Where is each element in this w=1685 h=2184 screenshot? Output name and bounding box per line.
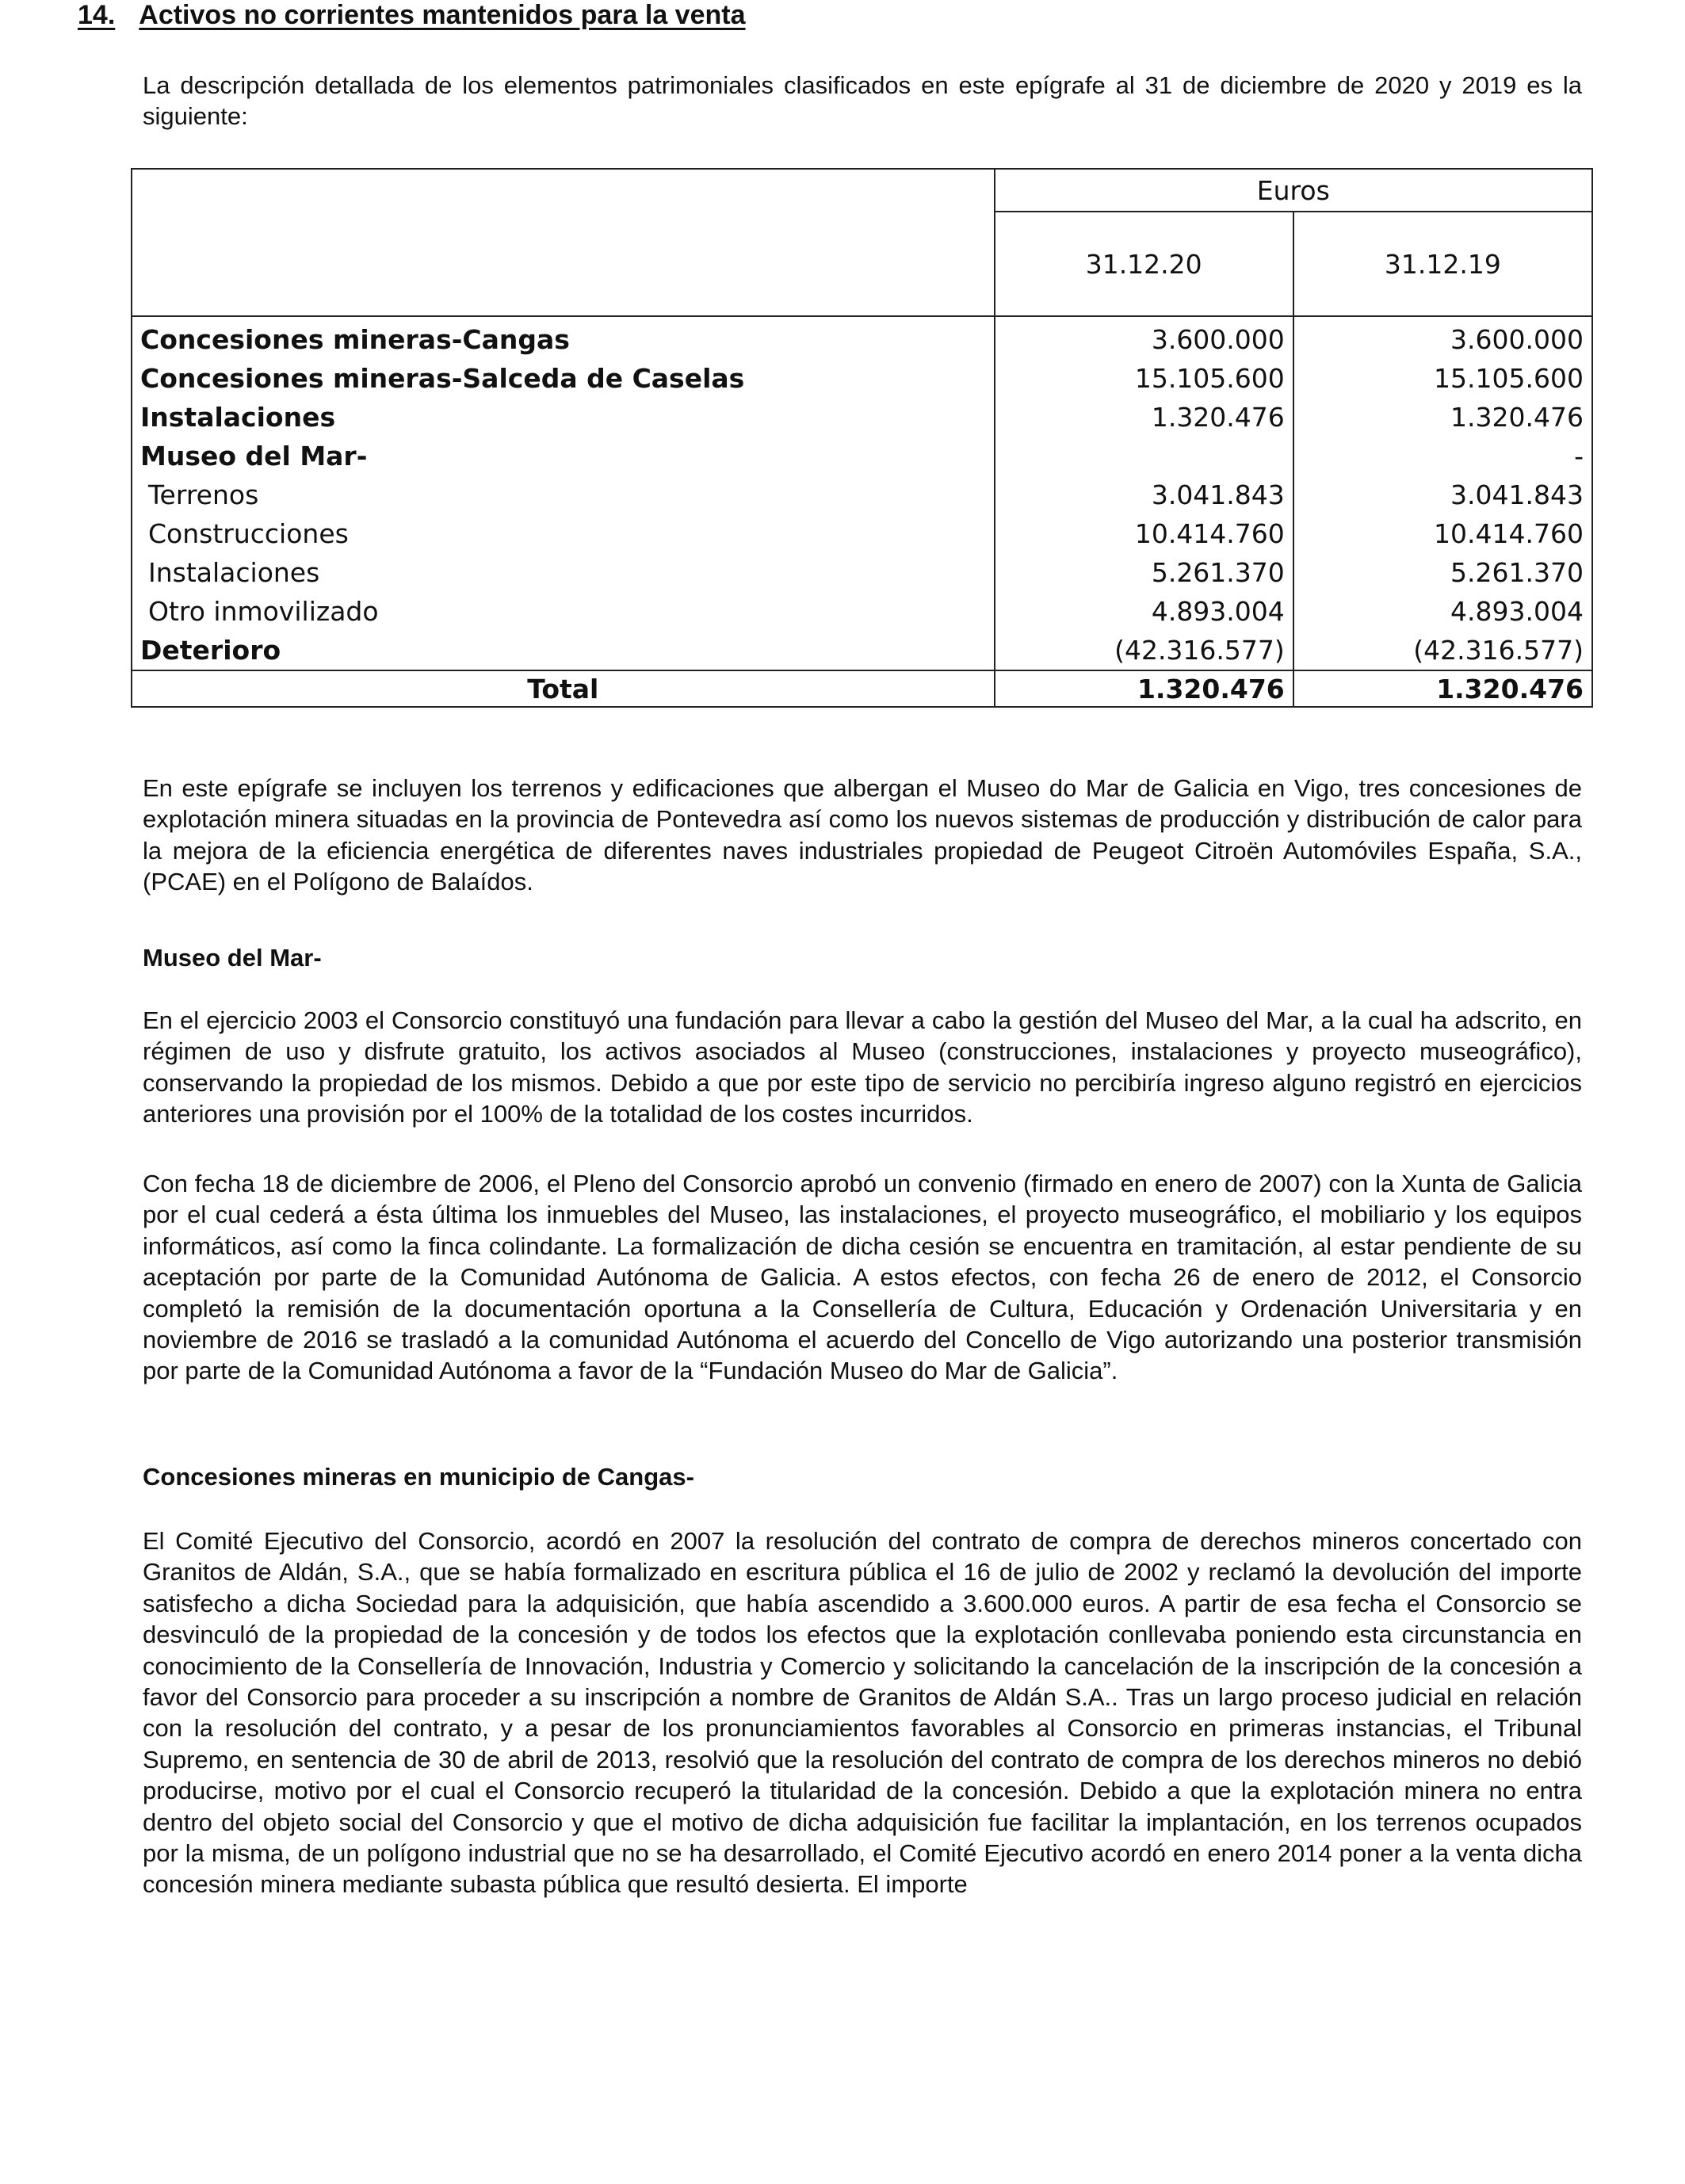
section-number: 14.: [78, 0, 116, 30]
row-value-2020: 5.261.370: [995, 553, 1293, 592]
row-value-2019: 5.261.370: [1293, 553, 1592, 592]
table-row: [132, 631, 1592, 670]
table-row: [132, 553, 1592, 592]
row-value-2019: -: [1293, 437, 1592, 475]
row-value-2020: (42.316.577): [995, 631, 1293, 670]
row-value-2020: [995, 437, 1293, 475]
total-value-2019: 1.320.476: [1293, 670, 1592, 707]
paragraph-museo-foundation: En el ejercicio 2003 el Consorcio constituyó una fundación para llevar a cabo la gestión del Museo del Mar, a la cual ha adscrito, en régimen de uso y disfrute gratuito, los activos asociados al Museo (construcciones, instalaciones y proyecto museográfico), conservando la propiedad de los mismos. Debido a que por este tipo de servicio no percibiría ingreso alguno registró en ejercicios anteriores una provisión por el 100% de la totalidad de los costes incurridos.: [143, 1006, 1582, 1128]
section-heading: [78, 0, 746, 31]
row-label: Construcciones: [132, 514, 995, 553]
row-value-2019: 3.600.000: [1293, 316, 1592, 359]
row-label: Concesiones mineras-Cangas: [132, 316, 995, 359]
table-row: [132, 398, 1592, 437]
row-label: Concesiones mineras-Salceda de Caselas: [132, 359, 995, 398]
row-value-2020: 10.414.760: [995, 514, 1293, 553]
section-title: Activos no corrientes mantenidos para la venta: [139, 0, 746, 30]
table-row: [132, 359, 1592, 398]
row-label: Museo del Mar-: [132, 437, 995, 475]
total-row: [132, 670, 1592, 707]
row-value-2020: 15.105.600: [995, 359, 1293, 398]
subheading-museo: Museo del Mar-: [143, 944, 322, 972]
row-value-2019: 3.041.843: [1293, 475, 1592, 514]
currency-header: Euros: [995, 169, 1592, 212]
table-row: [132, 437, 1592, 475]
column-header-2019: 31.12.19: [1293, 212, 1592, 316]
table-header-blank: [132, 169, 995, 316]
row-value-2019: 15.105.600: [1293, 359, 1592, 398]
table-row: [132, 592, 1592, 631]
row-value-2019: (42.316.577): [1293, 631, 1592, 670]
table-row: [132, 475, 1592, 514]
total-value-2020: 1.320.476: [995, 670, 1293, 707]
row-label: Instalaciones: [132, 398, 995, 437]
row-value-2019: 4.893.004: [1293, 592, 1592, 631]
row-value-2019: 10.414.760: [1293, 514, 1592, 553]
row-value-2020: 3.600.000: [995, 316, 1293, 359]
assets-table: [131, 168, 1593, 708]
row-value-2019: 1.320.476: [1293, 398, 1592, 437]
table-row: [132, 514, 1592, 553]
row-label: Deterioro: [132, 631, 995, 670]
row-label: Otro inmovilizado: [132, 592, 995, 631]
row-value-2020: 4.893.004: [995, 592, 1293, 631]
paragraph-cangas: El Comité Ejecutivo del Consorcio, acordó en 2007 la resolución del contrato de compra de derechos mineros concertado con Granitos de Aldán, S.A., que se había formalizado en escritura pública el 16 de julio de 2002 y reclamó la devolución del importe satisfecho a dicha Sociedad para la adquisición, que había ascendido a 3.600.000 euros. A partir de esa fecha el Consorcio se desvinculó de la propiedad de la concesión y de todos los efectos que la explotación conllevaba poniendo esta circunstancia en conocimiento de la Consellería de Innovación, Industria y Comercio y solicitando la cancelación de la inscripción de la concesión a favor del Consorcio para proceder a su inscripción a nombre de Granitos de Aldán S.A.. Tras un largo proceso judicial en relación con la resolución del contrato, y a pesar de los pronunciamientos favorables al Consorcio en primeras instancias, el Tribunal Supremo, en sentencia de 30 de abril de 2013, resolvió que la resolución del contrato de compra de los derechos mineros no debió producirse, motivo por el cual el Consorcio recuperó la titularidad de la concesión. Debido a que la explotación minera no entra dentro del objeto social del Consorcio y que el motivo de dicha adquisición fue facilitar la implantación, en los terrenos ocupados por la misma, de un polígono industrial que no se ha desarrollado, el Comité Ejecutivo acordó en enero 2014 poner a la venta dicha concesión minera mediante subasta pública que resultó desierta. El importe: [143, 1527, 1582, 1899]
paragraph-scope: En este epígrafe se incluyen los terrenos y edificaciones que albergan el Museo do Mar de Galicia en Vigo, tres concesiones de explotación minera situadas en la provincia de Pontevedra así como los nuevos sistemas de producción y distribución de calor para la mejora de la eficiencia energética de diferentes naves industriales propiedad de Peugeot Citroën Automóviles España, S.A., (PCAE) en el Polígono de Balaídos.: [143, 774, 1582, 896]
table-row: [132, 316, 1592, 359]
row-value-2020: 3.041.843: [995, 475, 1293, 514]
total-label: Total: [132, 670, 995, 707]
column-header-2020: 31.12.20: [995, 212, 1293, 316]
row-label: Terrenos: [132, 475, 995, 514]
paragraph-museo-cession: Con fecha 18 de diciembre de 2006, el Pleno del Consorcio aprobó un convenio (firmado en enero de 2007) con la Xunta de Galicia por el cual cederá a ésta última los inmuebles del Museo, las instalaciones, el proyecto museográfico, el mobiliario y los equipos informáticos, así como la finca colindante. La formalización de dicha cesión se encuentra en tramitación, al estar pendiente de su aceptación por parte de la Comunidad Autónoma de Galicia. A estos efectos, con fecha 26 de enero de 2012, el Consorcio completó la remisión de la documentación oportuna a la Consellería de Cultura, Educación y Ordenación Universitaria y en noviembre de 2016 se trasladó a la comunidad Autónoma el acuerdo del Concello de Vigo autorizando una posterior transmisión por parte de la Comunidad Autónoma a favor de la “Fundación Museo do Mar de Galicia”.: [143, 1170, 1582, 1385]
subheading-cangas: Concesiones mineras en municipio de Cangas-: [143, 1463, 694, 1491]
row-label: Instalaciones: [132, 553, 995, 592]
row-value-2020: 1.320.476: [995, 398, 1293, 437]
intro-paragraph: La descripción detallada de los elementos patrimoniales clasificados en este epígrafe al 31 de diciembre de 2020 y 2019 es la siguiente:: [143, 71, 1582, 131]
